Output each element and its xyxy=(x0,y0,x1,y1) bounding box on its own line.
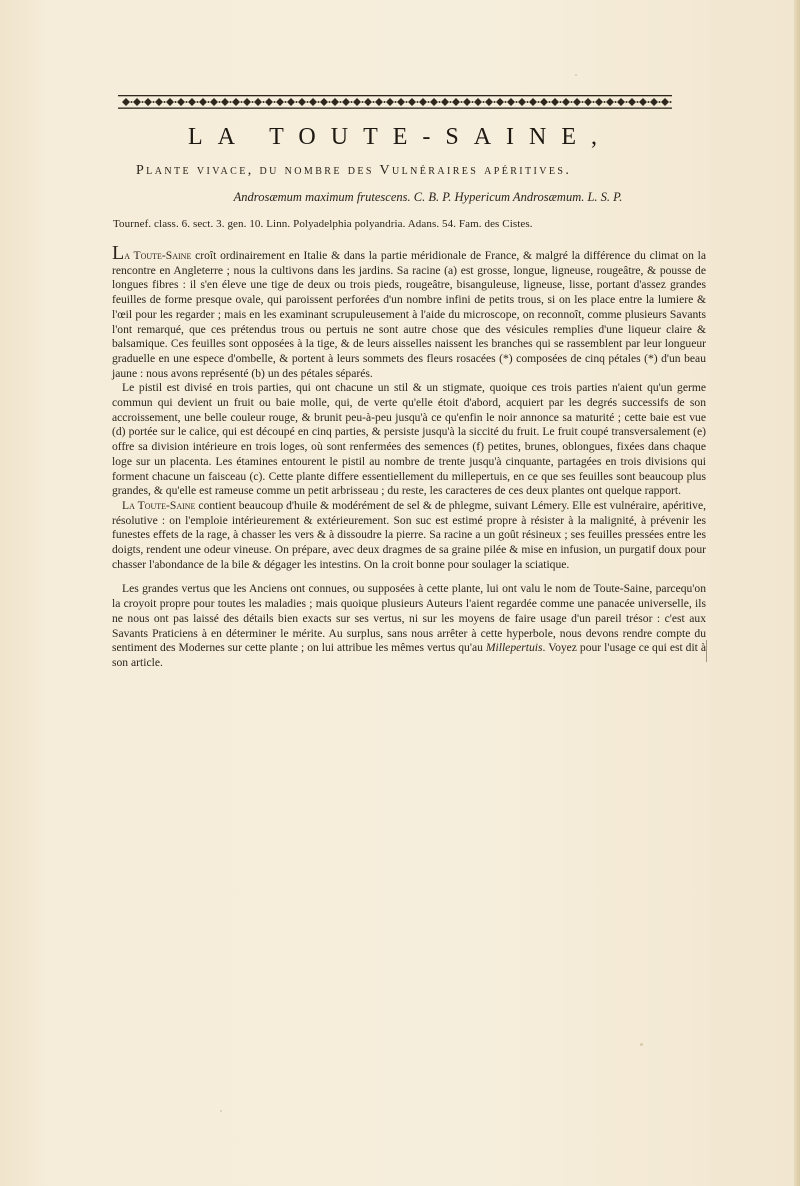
paragraph-text: croît ordinairement en Italie & dans la partie méridionale de France, & malgré la différence du climat on la rencontre en Angleterre ; nous la cultivons dans les jardins. Sa racine (a) est grosse, longue, ligneuse, rougeâtre, & pousse de longues fibres : il s'en éleve une tige de deux ou trois pieds, rougeâtre, bisanguleuse, ligneuse, lisse, portant d'assez grandes feuilles de forme presque ovale, qui paroissent perforées d'un nombre infini de petits trous, si on les place entre la lumiere & l'œil pour les regarder ; mais en les examinant scrupuleusement à l'aide du microscope, on reconnoît, comme plusieurs Savants l'ont remarqué, que ces prétendus trous ou pertuis ne sont autre chose que des vésicules remplies d'une liqueur claire & balsamique. Ces feuilles sont opposées à la tige, & de leurs aisselles naissent les branches qui se rassemblent par leur longueur graduelle en une espece d'ombelle, & portent à leurs sommets des fleurs rosacées (*) composées de cinq pétales (*) d'un beau jaune : nous avons représenté (b) un des pétales séparés. xyxy=(112,249,706,380)
paragraph-text: Le pistil est divisé en trois parties, qui ont chacune un stil & un stigmate, quoique ces trois parties n'aient qu'un germe commun qui devient un fruit ou baie molle, qui, de verte qu'elle étoit d'abord, acquiert par les degrés successifs de son accroissement, une belle couleur rouge, & brunit peu-à-peu jusqu'à ce qu'enfin le noir annonce sa maturité ; cette baie est vue (d) portée sur le calice, qui est découpé en cinq parties, & persiste jusqu'à la siccité du fruit. Le fruit coupé transversalement (e) offre sa division intérieure en trois loges, où sont renfermées des semences (f) petites, brunes, oblongues, fixées dans chaque loge sur un placenta. Les étamines entourent le pistil au nombre de trente jusqu'à cinquante, partagées en trois divisions qui forment chacune un faisceau (c). Cette plante differe essentiellement du millepertuis, en ce que ses feuilles sont beaucoup plus grandes, & qu'elle est rameuse comme un petit arbrisseau ; du reste, les caracteres de ces deux plantes ont quelque rapport. xyxy=(112,381,706,498)
paragraph-virtues xyxy=(112,582,706,670)
paragraph-properties xyxy=(112,499,706,573)
paragraph-lead: a Toute-Saine xyxy=(124,249,192,262)
paper-speck xyxy=(640,1043,643,1046)
margin-mark xyxy=(706,640,717,662)
paragraph-tail: . Voyez pour l'usage ce qui est dit à son article. xyxy=(112,641,707,669)
paragraph-description xyxy=(112,242,706,381)
paragraph-text: contient beaucoup d'huile & modérément de sel & de phlegme, suivant Lémery. Elle est vulnéraire, apéritive, résolutive : on l'emploie intérieurement & extérieurement. Son suc est estimé propre à résister à la malignité, à prévenir les funestes effets de la rage, à chasser les vers & à dissoudre la pierre. Sa racine a un goût résineux ; ses feuilles pressées entre les doigts, rendent une odeur vineuse. On prépare, avec deux dragmes de sa graine pilée & mise en infusion, un purgatif doux pour chasser l'abondance de la bile & dégager les intestins. On la croit bonne pour soulager la sciatique. xyxy=(112,498,706,571)
page-edge xyxy=(794,0,800,1186)
paper-speck xyxy=(575,74,577,76)
plant-reference: Millepertuis xyxy=(485,641,543,655)
botanical-synonyms: Androsæmum maximum frutescens. C. B. P. Hypericum Androsæmum. L. S. P. xyxy=(233,190,623,204)
paragraph-lead: La Toute-Saine xyxy=(122,498,196,512)
paper-speck xyxy=(220,1110,222,1112)
paragraph-fruit xyxy=(112,381,706,499)
drop-cap: L xyxy=(112,242,125,264)
classification-references: Tournef. class. 6. sect. 3. gen. 10. Linn. Polyadelphia polyandria. Adans. 54. Fam. des Cistes. xyxy=(113,218,533,230)
page-title: LA TOUTE-SAINE, xyxy=(187,124,613,150)
header-ornament xyxy=(118,92,672,112)
main-text xyxy=(112,242,707,671)
page-subtitle: Plante vivace, du nombre des Vulnéraires apéritives. xyxy=(136,163,572,178)
paragraph-text: Les grandes vertus que les Anciens ont connues, ou supposées à cette plante, lui ont valu le nom de Toute-Saine, parcequ'on la croyoit propre pour toutes les maladies ; mais quoique plusieurs Auteurs l'aient regardée comme une panacée universelle, ils ne nous ont pas laissé des détails bien exacts sur ses vertus, ni sur les moyens de faire usage d'un pareil trésor : c'est aux Savants Praticiens à en déterminer le mérite. Au surplus, sans nous arrêter à cette hyperbole, nous devons rendre compte du sentiment des Modernes sur cette plante ; on lui attribue les mêmes vertus qu'au xyxy=(112,582,706,655)
